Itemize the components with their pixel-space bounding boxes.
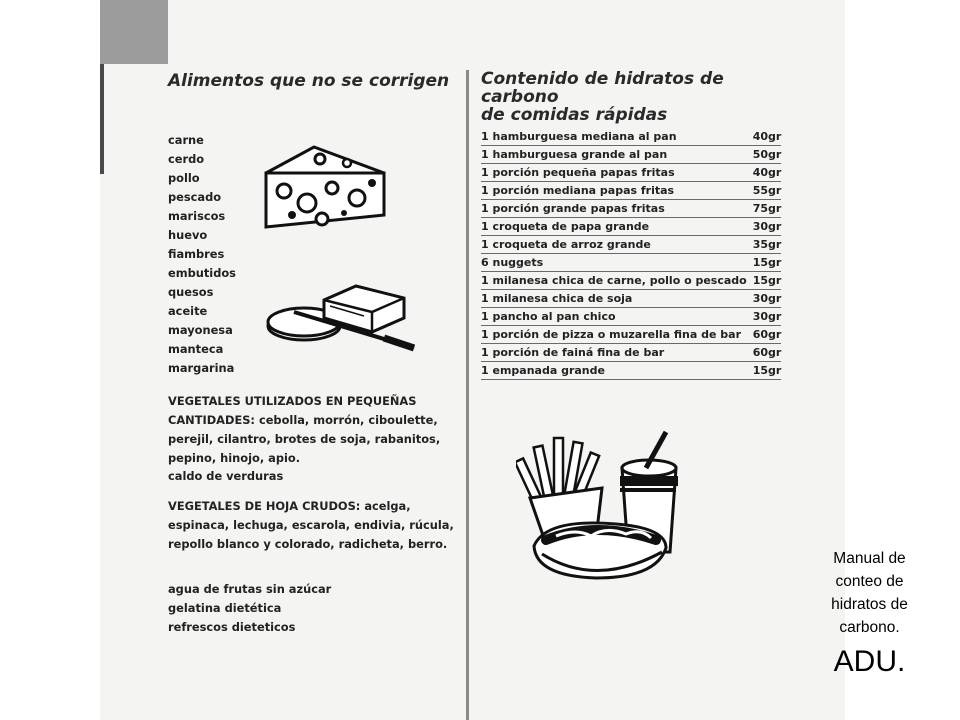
list-item: huevo (168, 228, 208, 242)
caption-line: Manual de (833, 550, 906, 567)
table-row (481, 290, 781, 308)
drinks-list (168, 580, 468, 637)
item-cell: 1 milanesa chica de soja (481, 290, 747, 308)
list-item: pescado (168, 190, 222, 204)
veg-raw-paragraph (168, 497, 468, 554)
table-row (481, 308, 781, 326)
item-cell: 1 milanesa chica de carne, pollo o pescado (481, 272, 747, 290)
table-row (481, 218, 781, 236)
amount-cell: 55gr (747, 182, 782, 200)
veg-small-text: cebolla, morrón, ciboulette, perejil, cilantro, brotes de soja, rabanitos, pepino, hinojo, apio. (168, 413, 441, 465)
amount-cell: 15gr (747, 362, 782, 380)
list-item: refrescos dieteticos (168, 620, 296, 634)
carb-content-table (481, 128, 781, 380)
veg-small-heading: VEGETALES UTILIZADOS EN PEQUEÑAS CANTIDADES: (168, 394, 417, 427)
item-cell: 1 empanada grande (481, 362, 747, 380)
amount-cell: 40gr (747, 164, 782, 182)
list-item: mariscos (168, 209, 226, 223)
item-cell: 1 croqueta de papa grande (481, 218, 747, 236)
table-row (481, 164, 781, 182)
item-cell: 1 porción grande papas fritas (481, 200, 747, 218)
list-item: aceite (168, 304, 208, 318)
item-cell: 1 pancho al pan chico (481, 308, 747, 326)
food-list (168, 131, 236, 378)
list-item: manteca (168, 342, 224, 356)
right-column-title (481, 70, 781, 124)
left-column-title: Alimentos que no se corrigen (168, 71, 450, 91)
table-row (481, 146, 781, 164)
amount-cell: 30gr (747, 308, 782, 326)
item-cell: 1 porción de fainá fina de bar (481, 344, 747, 362)
item-cell: 1 porción mediana papas fritas (481, 182, 747, 200)
title-line-1: Contenido de hidratos de carbono (481, 69, 724, 107)
title-line-2: de comidas rápidas (481, 105, 668, 125)
amount-cell: 15gr (747, 272, 782, 290)
item-cell: 1 hamburguesa grande al pan (481, 146, 747, 164)
amount-cell: 15gr (747, 254, 782, 272)
list-item: gelatina dietética (168, 601, 282, 615)
list-item: fiambres (168, 247, 225, 261)
table-row (481, 326, 781, 344)
list-item: quesos (168, 285, 214, 299)
caption-line: carbono. (839, 619, 900, 636)
table-row (481, 236, 781, 254)
table-row (481, 362, 781, 380)
veg-raw-text: acelga, espinaca, lechuga, escarola, endivia, rúcula, repollo blanco y colorado, radicheta, berro. (168, 499, 454, 551)
item-cell: 1 croqueta de arroz grande (481, 236, 747, 254)
item-cell: 1 porción de pizza o muzarella fina de bar (481, 326, 747, 344)
table-row (481, 128, 781, 146)
list-item: carne (168, 133, 204, 147)
veg-raw-heading: VEGETALES DE HOJA CRUDOS: (168, 499, 361, 513)
list-item: cerdo (168, 152, 205, 166)
cheese-illustration (262, 143, 388, 233)
table-row (481, 200, 781, 218)
broth-text: caldo de verduras (168, 469, 284, 483)
item-cell: 6 nuggets (481, 254, 747, 272)
table-row (481, 344, 781, 362)
item-cell: 1 porción pequeña papas fritas (481, 164, 747, 182)
veg-small-paragraph (168, 392, 468, 468)
caption-source: ADU. (833, 645, 906, 678)
amount-cell: 50gr (747, 146, 782, 164)
table-row (481, 182, 781, 200)
table-row (481, 272, 781, 290)
amount-cell: 75gr (747, 200, 782, 218)
amount-cell: 30gr (747, 290, 782, 308)
list-item: mayonesa (168, 323, 233, 337)
caption-line: conteo de (835, 573, 904, 590)
item-cell: 1 hamburguesa mediana al pan (481, 128, 747, 146)
list-item: pollo (168, 171, 200, 185)
amount-cell: 30gr (747, 218, 782, 236)
amount-cell: 35gr (747, 236, 782, 254)
source-caption (812, 547, 927, 682)
list-item: agua de frutas sin azúcar (168, 582, 332, 596)
amount-cell: 60gr (747, 326, 782, 344)
table-row (481, 254, 781, 272)
page-corner-tab (100, 0, 168, 64)
amount-cell: 60gr (747, 344, 782, 362)
list-item: embutidos (168, 266, 236, 280)
amount-cell: 40gr (747, 128, 782, 146)
butter-illustration (264, 282, 418, 352)
page-edge-bar (100, 64, 104, 174)
fast-food-illustration (516, 428, 696, 596)
caption-line: hidratos de (831, 596, 908, 613)
list-item: margarina (168, 361, 235, 375)
